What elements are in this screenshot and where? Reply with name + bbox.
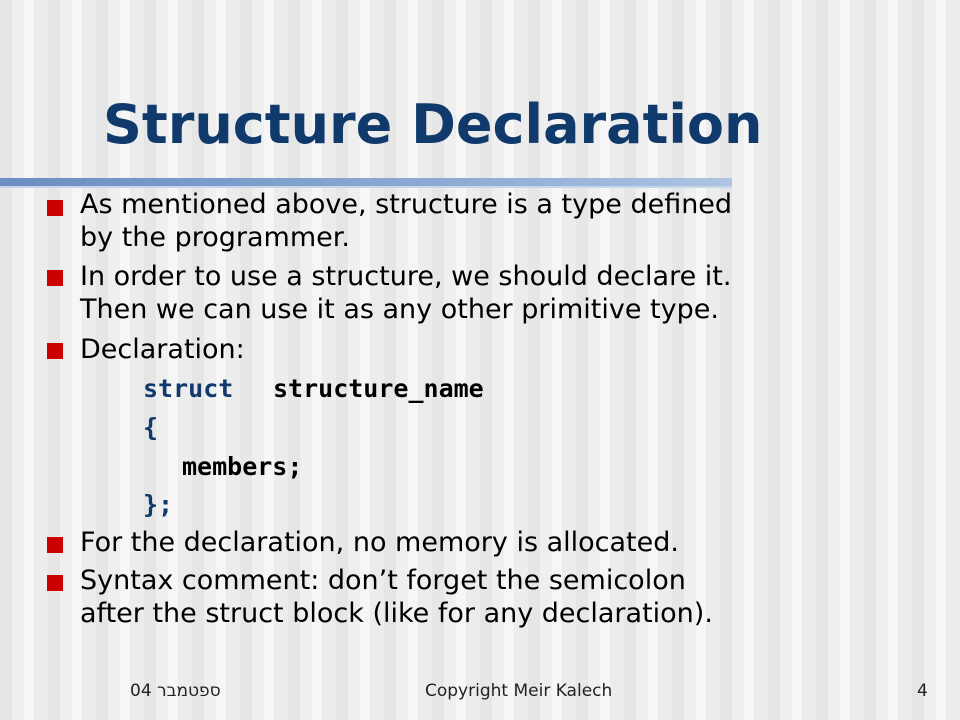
code-struct-name: structure_name <box>273 374 484 403</box>
bullet-line: In order to use a structure, we should declare it. <box>80 261 732 292</box>
bullet-text <box>80 260 940 326</box>
footer-copyright: Copyright Meir Kalech <box>425 681 613 701</box>
bullet-text <box>80 526 940 559</box>
code-keyword: struct <box>143 374 234 403</box>
bullet-line: Then we can use it as any other primitive type. <box>80 294 719 325</box>
bullet-text <box>80 564 940 630</box>
page-number: 4 <box>917 681 928 701</box>
bullet-line: For the declaration, no memory is allocated. <box>80 527 679 558</box>
footer-date: ספטמבר 04 <box>130 681 221 701</box>
bullet-marker <box>47 200 63 216</box>
bullet-line: Syntax comment: don’t forget the semicolon <box>80 565 686 596</box>
title-underline <box>0 178 732 186</box>
bullet-marker <box>47 575 63 591</box>
bullet-line: after the struct block (like for any declaration). <box>80 598 713 629</box>
bullet-marker <box>47 343 63 359</box>
code-open-brace: { <box>143 413 159 442</box>
bullet-marker <box>47 270 63 286</box>
bullet-text <box>80 188 940 254</box>
bullet-marker <box>47 537 63 553</box>
code-members: members; <box>182 452 303 481</box>
bullet-text <box>80 333 940 366</box>
bullet-line: Declaration: <box>80 334 245 365</box>
code-close-brace: }; <box>143 490 174 519</box>
bullet-line: by the programmer. <box>80 222 350 253</box>
slide-title: Structure Declaration <box>103 93 763 156</box>
bullet-line: As mentioned above, structure is a type defined <box>80 189 733 220</box>
